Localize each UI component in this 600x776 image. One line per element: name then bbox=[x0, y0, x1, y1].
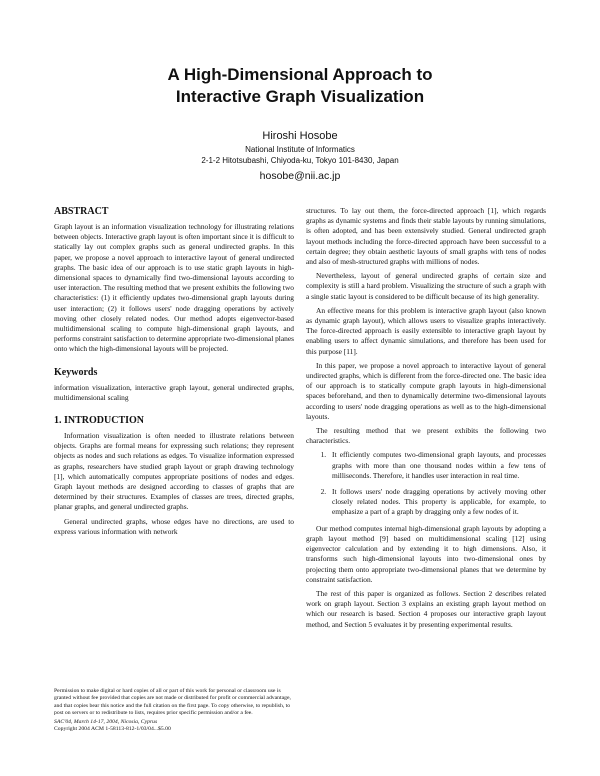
author-name: Hiroshi Hosobe bbox=[262, 130, 338, 142]
right-paragraph-6: Our method computes internal high-dimensional graph layouts by adopting a graph layout method [9] based on multidimensional scaling [12] using eigenvector calculation and by extending it to high dimensions. Also, it transforms such high-dimensional layouts into two-dimensional ones by projecting them onto appropriate two-dimensional planes that we determine by constraint satisfaction. bbox=[306, 523, 546, 584]
title-line-2: Interactive Graph Visualization bbox=[175, 87, 425, 106]
author-address: 2-1-2 Hitotsubashi, Chiyoda-ku, Tokyo 101-8430, Japan bbox=[201, 156, 399, 165]
footnote-conference: SAC'04, March 14-17, 2004, Nicosia, Cyprus bbox=[54, 718, 158, 725]
author-email: hosobe@nii.ac.jp bbox=[259, 170, 341, 182]
footnote-copyright: Copyright 2004 ACM 1-58113-812-1/03/04...$5.00 bbox=[54, 726, 171, 733]
abstract-heading: ABSTRACT bbox=[54, 206, 109, 217]
paper-title bbox=[0, 64, 600, 108]
right-paragraph-7: The rest of this paper is organized as follows. Section 2 describes related work on graph layout. Section 3 explains an existing graph layout method on which our research is based. Section 4 proposes our interactive graph layout method, and Section 5 evaluates it by presenting experimental results. bbox=[306, 588, 546, 629]
abstract-text: Graph layout is an information visualization technology for illustrating relations between objects. Interactive graph layout is often important since it is difficult to statically lay out complex graphs such as general undirected graphs. In this paper, we propose a novel approach to interactive layout of general undirected graphs. The basic idea of our approach is to use static graph layouts in high-dimensional spaces to dynamically find two-dimensional layouts according to user interaction. The resulting method that we present exhibits the following two characteristics: (1) it efficiently updates two-dimensional graph layouts during user interaction; (2) it follows users' node dragging operations by actively moving other closely related nodes. Our method adopts eigenvector-based multidimensional scaling to compute high-dimensional graph layouts, and performs constraint satisfaction to determine appropriate two-dimensional planes onto which the high-dimensional layouts will be projected. bbox=[54, 222, 294, 354]
right-paragraph-4: In this paper, we propose a novel approach to interactive layout of general undirected graphs, which is different from the force-directed one. The basic idea of our approach is to statically compute graph layouts in high-dimensional spaces beforehand, and then to dynamically determine two-dimensional layouts according to users' node dragging operations as well as to the high-dimensional layouts. bbox=[306, 360, 546, 421]
keywords-heading: Keywords bbox=[54, 366, 98, 378]
intro-heading: 1. INTRODUCTION bbox=[54, 415, 145, 427]
author-affiliation: National Institute of Informatics bbox=[245, 145, 355, 154]
intro-paragraph-1: Information visualization is often needed to illustrate relations between objects. Graphs are formal means for expressing such relations; they represent objects as nodes and such relations as edges. To visualize information expressed as graphs, researchers have studied graph layout or graph drawing technology [1], which automatically computes appropriate positions of nodes and edges. Graph layout methods are designed according to classes of graphs that are determined by their structures. Examples of classes are trees, directed graphs, planar graphs, and general undirected graphs. bbox=[54, 431, 294, 512]
left-column bbox=[54, 206, 294, 541]
author-block bbox=[0, 128, 600, 184]
characteristics-list bbox=[306, 450, 546, 517]
right-paragraph-5: The resulting method that we present exhibits the following two characteristics. bbox=[306, 426, 546, 446]
footnote-permission: Permission to make digital or hard copies of all or part of this work for personal or classroom use is granted without fee provided that copies are not made or distributed for profit or commercial advantage, and that copies bear this notice and the full citation on the first page. To copy otherwise, to republish, to post on servers or to redistribute to lists, requires prior specific permission and/or a fee. bbox=[54, 688, 291, 717]
intro-paragraph-2: General undirected graphs, whose edges have no directions, are used to express various information with network bbox=[54, 516, 294, 536]
right-paragraph-1: structures. To lay out them, the force-directed approach [1], which regards graphs as dynamic systems and finds their stable layouts by running simulations, is often adopted, and has been extensively studied. General undirected graph layout methods including the force-directed approach have been successful to a certain degree; they obtain aesthetic layouts of small graphs with tens of nodes and also of mesh-structured graphs with millions of nodes. bbox=[306, 206, 546, 267]
right-column bbox=[306, 206, 546, 634]
title-line-1: A High-Dimensional Approach to bbox=[167, 65, 433, 84]
keywords-text: information visualization, interactive graph layout, general undirected graphs, multidimensional scaling bbox=[54, 382, 294, 402]
copyright-footnote bbox=[54, 688, 294, 733]
right-paragraph-3: An effective means for this problem is interactive graph layout (also known as dynamic graph layout), which allows users to visualize graphs interactively. The force-directed approach is easily extensible to interactive graph layout by enabling users to affect dynamic simulations, and therefore has been used for this purpose [11]. bbox=[306, 305, 546, 356]
list-item: 2. It follows users' node dragging operations by actively moving other closely related nodes. This property is applicable, for example, to emphasize a part of a graph by dragging only a few nodes of it. bbox=[328, 487, 546, 518]
right-paragraph-2: Nevertheless, layout of general undirected graphs of certain size and complexity is still a hard problem. Visualizing the structure of such a graph with a single static layout is considered to be difficult because of its high generality. bbox=[306, 271, 546, 301]
list-item: 1. It efficiently computes two-dimensional graph layouts, and processes graphs with more than one thousand nodes within a few tens of milliseconds. Therefore, it handles user interaction in real time. bbox=[328, 450, 546, 481]
